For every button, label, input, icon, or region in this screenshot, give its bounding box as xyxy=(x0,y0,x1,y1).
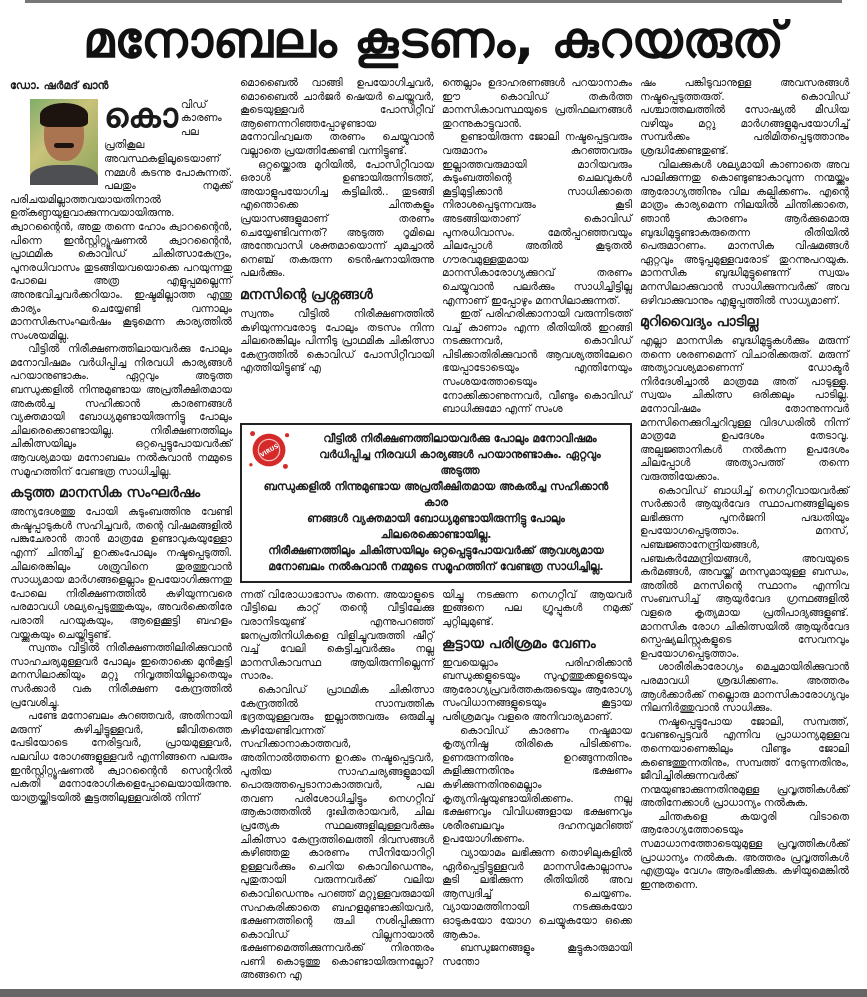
column-2-top xyxy=(240,77,434,417)
pull-quote-box xyxy=(240,423,632,583)
paragraph: ഷം പങ്കിടുവാനുള്ള അവസരങ്ങൾ നഷ്ടപ്പെടുത്തരുത്. കൊവിഡ് പശ്ചാത്തലത്തിൽ സോഷ്യൽ മീഡിയ വഴിയും മറ്റു മാർഗങ്ങളുമുപയോഗിച്ച് സമ്പർക്കം പരിമിതപ്പെടുത്താനും ശ്രദ്ധിക്കേണ്ടതുണ്ട്. xyxy=(640,77,849,157)
paragraph: മൊബൈൽ വാങ്ങി ഉപയോഗിച്ചവർ, മൊബൈൽ ചാർജർ ഷെയർ ചെയ്തവർ, കൂടെയുള്ളവർ പോസിറ്റീവ് ആണെന്നറിഞ്ഞപ്പോഴുണ്ടായ മനോവിഹ്വലത തരണം ചെയ്യുവാൻ വല്ലാതെ പ്രയത്നിക്കേണ്ടി വന്നിട്ടുണ്ട്. xyxy=(240,77,434,157)
paragraph: ഇവയെല്ലാം പരിഹരിക്കാൻ ബന്ധുക്കളുടെയും സുഹൃത്തുക്കളുടെയും ആരോഗ്യപ്രവർത്തകരുടെയും ആരോഗ്യ സംവിധാനങ്ങളുടെയും കൂട്ടായ പരിശ്രമവും വളരെ അനിവാര്യമാണ്. xyxy=(442,656,632,723)
subheading: മുറിവൈദ്യം പാടില്ല xyxy=(640,314,759,331)
paragraph: സ്വന്തം വീട്ടിൽ നിരീക്ഷണത്തിലിരിക്കുവാൻ സാഹചര്യമുള്ളവർ പോലും ഇതൊക്കെ മുൻകൂട്ടി മനസിലാക്കിയും മറ്റു നിവൃത്തിയില്ലാതെയും സർക്കാർ വക നിരീക്ഷണ കേന്ദ്രത്തിൽ പ്രവേശിച്ചു. xyxy=(10,642,232,709)
pull-quote-line: മനോബലം നൽകുവാൻ നമ്മുടെ സമൂഹത്തിന് വേണ്ടത്ര സാധിച്ചില്ല. xyxy=(268,559,604,573)
subheading: മനസിന്റെ പ്രശ്നങ്ങൾ xyxy=(240,286,373,303)
column-3-top xyxy=(442,77,632,417)
bottom-rule xyxy=(0,989,867,997)
paragraph: അന്യദേശത്തു പോയി കുടുംബത്തിനു വേണ്ടി കഷ്ടപ്പാടുകൾ സഹിച്ചവർ, തന്റെ വിഷമങ്ങളിൽ പങ്കുചേരാൻ താൻ മാത്രമേ ഉണ്ടാവുകയുള്ളോ എന്ന് ചിന്തിച്ച് ഉറക്കംപോലും നഷ്ടപ്പെടുത്തി. ചിലരെങ്കിലും ശത്രുവിനെ തുരത്തുവാൻ സാധ്യമായ മാർഗങ്ങളെല്ലാം ഉപയോഗിക്കുന്നതു പോലെ നിരീക്ഷണത്തിൽ കഴിയുന്നവരെ പരമാവധി ശല്യപ്പെടുത്തുകയും, അവർക്കെതിരേ പരാതി പറയുകയും, ആളെക്കൂട്ടി ബഹളം വയ്ക്കുകയും ചെയ്തിട്ടുണ്ട്. xyxy=(10,506,232,641)
column-3-bottom xyxy=(442,589,632,983)
paragraph: നഷ്ടപ്പെട്ടുപോയ ജോലി, സമ്പത്ത്, വേണ്ടപ്പെട്ടവർ എന്നിവ പ്രാധാന്യമുള്ളവ തന്നെയാണെങ്കിലും വീണ്ടും ജോലി കണ്ടെത്തുന്നതിനും, സമ്പത്ത് നേടുന്നതിനും, ജീവിച്ചിരിക്കുന്നവർക്ക് നന്മയുണ്ടാക്കുന്നതിനുമുള്ള പ്രവൃത്തികൾക്ക് അതിനേക്കാൾ പ്രാധാന്യം നൽകുക. xyxy=(640,715,849,810)
paragraph: വ്യായാമം ലഭിക്കുന്ന തൊഴിലുകളിൽ ഏർപ്പെട്ടിട്ടുള്ളവർ മാനസികോല്ലാസം കൂടി ലഭിക്കുന്ന രീതിയിൽ അവ ആസ്വദിച്ച് ചെയ്യണം. വ്യായാമത്തിനായി നടക്കുകയോ ഓടുകയോ യോഗ ചെയ്യുകയോ ഒക്കെ ആകാം. xyxy=(442,846,632,941)
paragraph: ബന്ധുജനങ്ങളും കൂട്ടുകാരുമായി സന്തോ xyxy=(442,942,632,968)
paragraph: ശാരീരികാരോഗ്യം മെച്ചമായിരിക്കുവാൻ പരമാവധി ശ്രദ്ധിക്കണം. അത്തരം ആൾക്കാർക്ക് നല്ലൊരു മാനസികാരോഗ്യവും നിലനിർത്തുവാൻ സാധിക്കും. xyxy=(640,661,849,715)
paragraph: ന്നത് വിരോധാഭാസം തന്നെ. അയാളുടെ വീട്ടിലെ കാറ്റ് തന്റെ വീട്ടിലേക്കു വരാനിടയുണ്ട് എന്നുപറഞ്ഞ് ജനപ്രതിനിധികളെ വിളിച്ചുവരുത്തി ഷീറ്റ് വച്ച് വേലി കെട്ടിച്ചവർക്കും നല്ല മാനസികാവസ്ഥ ആയിരുന്നില്ലെന്ന് സാരം. xyxy=(240,588,434,683)
pull-quote-line: വീട്ടിൽ നിരീക്ഷണത്തിലായവർക്കു പോലും മനോവിഷമം xyxy=(323,431,597,445)
paragraph: പണ്ടേ മനോബലം കുറഞ്ഞവർ, അതിനായി മരുന്ന് കഴിച്ചിട്ടുള്ളവർ, ജീവിതത്തെ പേടിയോടെ നേരിട്ടവർ, പ്രായമുള്ളവർ, പലവിധ രോഗങ്ങളുള്ളവർ എന്നിങ്ങനെ പലരും ഇൻസ്റ്റിറ്റ്യൂഷണൽ ക്വാറന്റൈൻ സെന്ററിൽ പകുതി മനോരോഗികളെപ്പോലെയായിരുന്നു. യാത്രയ്ക്കിടയിൽ കൂട്ടത്തിലുള്ളവരിൽ നിന്ന് xyxy=(10,710,232,804)
author-photo xyxy=(30,99,98,185)
paragraph: കൊവിഡ് ബാധിച്ച് നെഗറ്റീവായവർക്ക് സർക്കാർ ആയുർവേദ സ്ഥാപനങ്ങളിലൂടെ ലഭിക്കുന്ന പുനർജനി പദ്ധതിയും ഉപയോഗപ്പെടുത്താം. മനസ്, പഞ്ചജ്ഞാനേന്ദ്രിയങ്ങൾ, പഞ്ചകർമ്മേന്ദ്രിയങ്ങൾ, അവയുടെ കർമങ്ങൾ, അവയ്ക്ക് മനസുമായുള്ള ബന്ധം, അതിൽ മനസിന്റെ സ്ഥാനം എന്നിവ സംബന്ധിച്ച് ആയുർവേദ ഗ്രന്ഥങ്ങളിൽ വളരെ കൃത്യമായ പ്രതിപാദ്യങ്ങളുണ്ട്. മാനസിക രോഗ ചികിത്സയിൽ ആയുർവേദ സ്പെഷ്യലിസ്റ്റുകളുടെ സേവനവും ഉപയോഗപ്പെടുത്താം. xyxy=(640,484,849,660)
top-rule xyxy=(25,0,842,3)
svg-text:VIRUS: VIRUS xyxy=(259,443,280,459)
paragraph: എല്ലാ മാനസിക ബുദ്ധിമുട്ടുകൾക്കും മരുന്ന് തന്നെ ശരണമെന്ന് വിചാരിക്കരുത്. മരുന്ന് അത്യാവശ്യമാണെന്ന് ഡോക്ടർ നിർദേശിച്ചാൽ മാത്രമേ അത് പാടുള്ളൂ. സ്വയം ചികിത്സ ഒരിക്കലും പാടില്ല. മനോവിഷമം തോന്നുന്നവർ മനസിനെക്കുറിച്ചറിവുള്ള വിദഗ്ധരിൽ നിന്ന് മാത്രമേ ഉപദേശം തേടാവൂ. അല്പജ്ഞാനികൾ നൽകുന്ന ഉപദേശം ചിലപ്പോൾ അത്യാപത്ത് തന്നെ വരുത്തിയേക്കാം. xyxy=(640,335,849,484)
paragraph: വീട്ടിൽ നിരീക്ഷണത്തിലായവർക്കു പോലും മനോവിഷമം വർധിപ്പിച്ച നിരവധി കാര്യങ്ങൾ പറയാനുണ്ടാകും. ഏറ്റവും അടുത്ത ബന്ധുക്കളിൽ നിന്നുമുണ്ടായ അപ്രതീക്ഷിതമായ അകൽച്ച സഹിക്കാൻ കാരണങ്ങൾ വ്യക്തമായി ബോധ്യമുണ്ടായിരുന്നിട്ടു പോലും ചിലരെക്കൊണ്ടായില്ല. നിരീക്ഷണത്തിലും ചികിത്സയിലും ഒറ്റപ്പെട്ടുപോയവർക്ക് ആവശ്യമായ മനോബലം നൽകുവാൻ നമ്മുടെ സമൂഹത്തിന് വേണ്ടത്ര സാധിച്ചില്ല. xyxy=(10,343,232,478)
drop-cap: കൊ xyxy=(104,95,178,136)
article-body xyxy=(10,77,857,983)
paragraph: യിച്ചു നടക്കുന്ന നെഗറ്റീവ് ആയവർ ഇങ്ങനെ പല ഗ്രൂപ്പുകൾ നമുക്ക് ചുറ്റിലുമുണ്ട്. xyxy=(442,588,632,629)
paragraph: കൊവിഡ് കാരണം നഷ്ടമായ കൃത്യനിഷ്ഠ തിരികെ പിടിക്കണം. ഉണരുന്നതിനും ഉറങ്ങുന്നതിനും കുളിക്കുന്നതിനും ഭക്ഷണം കഴിക്കുന്നതിനുമെല്ലാം കൃത്യനിഷ്ഠയുണ്ടായിരിക്കണം. നല്ല ഭക്ഷണവും വിവിധങ്ങളായ ഭക്ഷണവും ശരീരബലവും ദഹനവുമറിഞ്ഞ് ഉപയോഗിക്കണം. xyxy=(442,724,632,846)
paragraph: ഇത് പരിഹരിക്കാനായി വരുന്നിടത്ത് വച്ച് കാണാം എന്ന രീതിയിൽ ഇറങ്ങി നടക്കുന്നവർ, കൊവിഡ് പിടിക്കാതിരിക്കുവാൻ ആവശ്യത്തിലേറെ ഭയപ്പാടോടെയും എന്തിനേയും സംശയത്തോടെയും നോക്കിക്കാണുന്നവർ, വീണ്ടും കൊവിഡ് ബാധിക്കുമോ എന്ന് സംശ xyxy=(442,308,632,416)
column-4 xyxy=(640,77,849,983)
subheading: കൂട്ടായ പരിശ്രമം വേണം xyxy=(442,635,596,652)
paragraph: ചിന്തകളെ കയറൂരി വിടാതെ ആരോഗ്യത്തോടെയും സമാധാനത്തോടെയുമുള്ള പ്രവൃത്തികൾക്ക് പ്രാധാന്യം നൽകുക. അത്തരം പ്രവൃത്തികൾ എത്രയും വേഗം ആരംഭിക്കുക. കഴിയുമെങ്കിൽ ഇന്നുതന്നെ. xyxy=(640,810,849,891)
paragraph: വിലക്കുകൾ ശല്യമായി കാണാതെ അവ പാലിക്കുന്നതു കൊണ്ടുണ്ടാകാവുന്ന നന്മയ്ക്കും ആരോഗ്യത്തിനും വില കല്പിക്കണം. എന്റെ മാത്രം കാര്യമെന്ന നിലയിൽ ചിന്തിക്കാതെ, ഞാൻ കാരണം ആർക്കുമൊരു ബുദ്ധിമുട്ടുണ്ടാകരുതെന്ന രീതിയിൽ പെരുമാറണം. മാനസിക വിഷമങ്ങൾ ഏറ്റവും അടുപ്പമുള്ളവരോട് തുറന്നുപറയുക. മാനസിക ബുദ്ധിമുട്ടുണ്ടെന്ന് സ്വയം മനസിലാക്കുവാൻ സാധിക്കുന്നവർക്ക് അവ ഒഴിവാക്കുവാനും എളുപ്പത്തിൽ സാധ്യമാണ്. xyxy=(640,158,849,307)
column-2-bottom xyxy=(240,589,434,983)
pull-quote-line: ബന്ധുക്കളിൽ നിന്നുമുണ്ടായ അപ്രതീക്ഷിതമായ അകൽച്ച സഹിക്കാൻ കാര xyxy=(263,479,609,509)
virus-icon xyxy=(246,427,292,473)
pull-quote-line: ണങ്ങൾ വ്യക്തമായി ബോധ്യമുണ്ടായിരുന്നിട്ടു പോലും ചിലരെക്കൊണ്ടായില്ല. xyxy=(307,511,565,541)
subheading: കടുത്ത മാനസിക സംഘർഷം xyxy=(10,485,201,502)
paragraph: ന്തെല്ലാം ഉദാഹരണങ്ങൾ പറയാനാകും ഈ കൊവിഡ് തകർത്ത മാനസികാവസ്ഥയുടെ പ്രതിഫലനങ്ങൾ തുറന്നുകാട്ടുവാൻ. xyxy=(442,77,632,130)
column-1 xyxy=(10,77,232,983)
pull-quote-line: നിരീക്ഷണത്തിലും ചികിത്സയിലും ഒറ്റപ്പെട്ടുപോയവർക്ക് ആവശ്യമായ xyxy=(268,543,604,557)
author-byline: ഡോ. ഷർമദ് ഖാൻ xyxy=(10,79,109,92)
intro-paragraph: കൊവിഡ് കാരണം പല പ്രതികൂല അവസ്ഥകളിലൂടെയാണ് നമ്മൾ കടന്നു പോകുന്നത്. പലതും നമുക്ക് പരിചയമില്ലാത്തവയായതിനാൽ ഉത്കണ്ഠയുളവാക്കുന്നവയായിരുന്നു. ക്വാറന്റൈൻ, അതു തന്നെ ഹോം ക്വാറന്റൈൻ, പിന്നെ ഇൻസ്റ്റിറ്റ്യൂഷണൽ ക്വാറന്റൈൻ, പ്രാഥമിക കൊവിഡ് ചികിത്സാകേന്ദ്രം, പുനരധിവാസം തുടങ്ങിയവയൊക്കെ പറയുന്നതു പോലെ അത്ര എളുപ്പമല്ലെന്ന് അനുഭവിച്ചവർക്കറിയാം. ഇഷ്ടമില്ലാത്ത എന്തു കാര്യം ചെയ്യേണ്ടി വന്നാലും മാനസികസംഘർഷം കൂടുമെന്ന കാര്യത്തിൽ സംശയമില്ല. xyxy=(10,95,232,342)
paragraph: സ്വന്തം വീട്ടിൽ നിരീക്ഷണത്തിൽ കഴിയുന്നവരോടു പോലും തടസം നിന്ന ചിലരെങ്കിലും പിന്നീടു പ്രാഥമിക ചികിത്സാ കേന്ദ്രത്തിൽ കൊവിഡ് പോസിറ്റീവായി എത്തിയിട്ടുണ്ട് എ xyxy=(240,307,434,375)
pull-quote-line: വർധിപ്പിച്ച നിരവധി കാര്യങ്ങൾ പറയാനുണ്ടാകും. ഏറ്റവും അടുത്ത xyxy=(319,447,601,477)
paragraph: കൊവിഡ് പ്രാഥമിക ചികിത്സാ കേന്ദ്രത്തിൽ സാമ്പത്തിക ഭദ്രതയുള്ളവരും ഇല്ലാത്തവരും ഒരുമിച്ചു കഴിയേണ്ടിവന്നത് സഹിക്കാനാകാത്തവർ, അതിനാൽത്തന്നെ ഉറക്കം നഷ്ടപ്പെട്ടവർ, പുതിയ സാഹചര്യങ്ങളുമായി പൊരുത്തപ്പെടാനാകാത്തവർ, പല തവണ പരിശോധിച്ചിട്ടും നെഗറ്റീവ് ആകാത്തതിൽ ദുഃഖിതരായവർ, ചില പ്രത്യേക സ്ഥലങ്ങളിലുള്ളവർക്കും ചികിത്സാ കേന്ദ്രത്തിലെത്തി ദിവസങ്ങൾ കഴിഞ്ഞതു കാരണം സീനിയോറിറ്റി ഉള്ളവർക്കും ചെറിയ കൊവിഡെന്നും, പുതുതായി വരുന്നവർക്ക് വലിയ കൊവിഡെന്നും പറഞ്ഞ് മറ്റുള്ളവരുമായി സഹകരിക്കാതെ ബഹളമുണ്ടാക്കിയവർ, ഭക്ഷണത്തിന്റെ രുചി നശിപ്പിക്കുന്ന കൊവിഡ് വില്ലനായാൽ ഭക്ഷണമെത്തിക്കുന്നവർക്ക് നിരന്തരം പണി കൊടുത്തു കൊണ്ടായിരുന്നല്ലോ? അങ്ങനെ എ xyxy=(240,684,434,982)
paragraph: ഉണ്ടായിരുന്ന ജോലി നഷ്ടപ്പെട്ടവരും വരുമാനം കുറഞ്ഞവരും ഇല്ലാത്തവരുമായി മാറിയവരും കുടുംബത്തിന്റെ ചെലവുകൾ കൂട്ടിമുട്ടിക്കാൻ സാധിക്കാതെ നിരാശപ്പെടുന്നവരും കൂടി അടങ്ങിയതാണ് കൊവിഡ് പുനരധിവാസം. മേൽപ്പറഞ്ഞവയും ചിലപ്പോൾ അതിൽ കൂടുതൽ ഗൗരവമുള്ളതുമായ മാനസികാരോഗ്യക്കുറവ് തരണം ചെയ്യുവാൻ പലർക്കും സാധിച്ചിട്ടില്ല എന്നാണ് ഇപ്പോഴും മനസിലാക്കുന്നത്. xyxy=(442,131,632,307)
paragraph: ഒറ്റയ്ക്കൊരു മുറിയിൽ, പോസിറ്റീവായ ഒരാൾ ഉണ്ടായിരുന്നിടത്ത്, അയാളുപയോഗിച്ച കട്ടിലിൽ.. തുടങ്ങി എന്തൊക്കെ ചിന്തകളും പ്രയാസങ്ങളുമാണ് തരണം ചെയ്യേണ്ടിവന്നത്? അടുത്ത റൂമിലെ അന്തേവാസി ശക്തമായൊന്ന് ചുമച്ചാൽ നെഞ്ച് തകരുന്ന ടെൻഷനായിരുന്നു പലർക്കും. xyxy=(240,158,434,280)
article-headline: മനോബലം കൂടണം, കുറയരുത് xyxy=(83,11,784,69)
